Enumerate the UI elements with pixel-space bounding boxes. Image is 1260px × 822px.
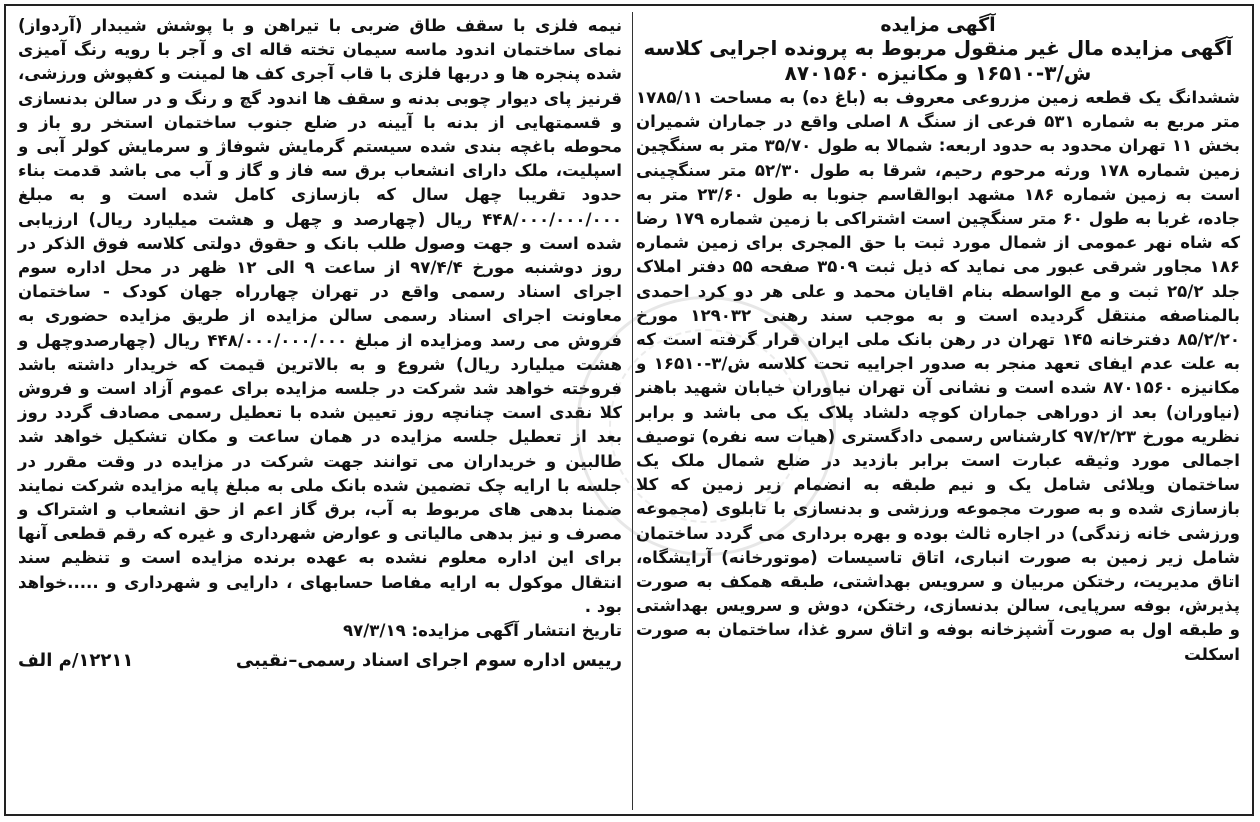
ad-body-right: ششدانگ یک قطعه زمین مزروعی معروف به (باغ ده) به مساحت ۱۷۸۵/۱۱ متر مربع به شماره ۵۳۱ فرعی از سنگ ۸ اصلی واقع در جماران شمیران بخش ۱۱ تهران محدود به حدود اربعه: شمالا به طول ۳۵/۷۰ متر به سنگچین زمین شماره ۱۷۸ ورثه مرحوم رحیم، شرقا به طول ۵۲/۳۰ متر سنگچینی است به زمین شماره ۱۸۶ مشهد ابوالقاسم جنوبا به طول ۲۳/۶۰ متر به جاده، غربا به طول ۶۰ متر سنگچین است اشتراکی با زمین شماره ۱۷۹ رضا که شاه نهر عمومی از شمال مورد ثبت با حق المجری برای زمین شماره ۱۸۶ مجاور شرقی عبور می نماید که ذیل ثبت ۳۵۰۹ صفحه ۵۵ دفتر املاک جلد ۲۵/۲ ثبت و مع الواسطه بنام اقایان محمد و علی هر دو کرد احمدی بالمناصفه منتقل گردیده است و به موجب سند رهنی ۱۲۹۰۳۲ مورخ ۸۵/۲/۲۰ دفترخانه ۱۴۵ تهران در رهن بانک ملی ایران قرار گرفته است که به علت عدم ایفای تعهد منجر به صدور اجراییه تحت کلاسه ش/۳-۱۶۵۱۰ و مکانیزه ۸۷۰۱۵۶۰ شده است و نشانی آن تهران نیاوران خیابان شهید باهنر (نیاوران) بعد از دوراهی جماران کوچه دلشاد پلاک یک می باشد و برابر نظریه مورخ ۹۷/۲/۲۳ کارشناس رسمی دادگستری (هیات سه نفره) توصیف اجمالی مورد وثیقه عبارت است برابر بازدید در ضلع شمال ملک یک ساختمان ویلائی شامل یک و نیم طبقه به انضمام زیر زمین که کلا بازسازی شده و به صورت مجموعه ورزشی و بدنسازی با تابلوی (مجموعه ورزشی خانه زندگی) در اجاره ثالث بوده و بهره برداری می گردد ساختمان شامل زیر زمین به صورت انباری، اتاق تاسیسات (موتورخانه) آرایشگاه، اتاق مدیریت، رختکن مربیان و سرویس بهداشتی، طبقه همکف به صورت پذیرش، بوفه سرپایی، سالن بدنسازی، رختکن، دوش و سرویس بهداشتی و طبقه اول به صورت آشپزخانه بوفه و اتاق سرو غذا، ساختمان به صورت اسکلت xyxy=(636,88,1241,664)
publish-date: تاریخ انتشار آگهی مزایده: ۹۷/۳/۱۹ xyxy=(342,621,622,641)
column-divider xyxy=(632,12,633,810)
newspaper-clipping xyxy=(4,4,1254,816)
ad-column-left xyxy=(18,14,622,673)
signature: رییس اداره سوم اجرای اسناد رسمی–نقیبی xyxy=(235,650,622,672)
ad-body-left: نیمه فلزی با سقف طاق ضربی با تیراهن و با پوشش شیبدار (آردواز) نمای ساختمان اندود ماسه سیمان تخته قاله ای و آجر با رویه رنگ آمیزی شده پنجره ها و دربها فلزی با قاب آجری کف ها لمینت و کفپوش ورزشی، قرنیز پای دیوار چوبی بدنه و سقف ها اندود گچ و رنگ و در سالن بدنسازی و قسمتهایی از بدنه با آیینه در ضلع جنوب ساختمان استخر رو باز و محوطه باغچه بندی شده سیستم گرمایش شوفاژ و سرمایش کولر آبی و اسپلیت، ملک دارای انشعاب برق سه فاز و گاز و آب می باشد قدمت بناء حدود تقریبا چهل سال که بازسازی کامل شده است و به مبلغ ۴۴۸/۰۰۰/۰۰۰/۰۰۰ ریال (چهارصد و چهل و هشت میلیارد ریال) ارزیابی شده است و جهت وصول طلب بانک و حقوق دولتی کلاسه فوق الذکر در روز دوشنبه مورخ ۹۷/۴/۴ از ساعت ۹ الی ۱۲ ظهر در محل اداره سوم اجرای اسناد رسمی واقع در تهران چهارراه جهان کودک - ساختمان معاونت اجرای اسناد رسمی سالن مزایده از طریق مزایده حضوری به فروش می رسد ومزایده از مبلغ ۴۴۸/۰۰۰/۰۰۰/۰۰۰ ریال (چهارصدوچهل و هشت میلیارد ریال) شروع و به بالاترین قیمت که خریدار داشته باشد فروخته خواهد شد شرکت در جلسه مزایده برای عموم آزاد است و فروش کلا نقدی است چنانچه روز تعیین شده با تعطیل رسمی مصادف گردد روز بعد از تعطیل جلسه مزایده در همان ساعت و مکان تشکیل خواهد شد طالبین و خریداران می توانند جهت شرکت در مزایده در وقت مقرر در جلسه با ارایه چک تضمین شده بانک ملی به مبلغ پایه مزایده شرکت نمایند ضمنا بدهی های مربوط به آب، برق گاز اعم از حق انشعاب و اشتراک و مصرف و نیز بدهی مالیاتی و عوارض شهرداری و غیره که رقم قطعی آنها برای این اداره معلوم نشده به عهده برنده مزایده است و تنظیم سند انتقال موکول به ارایه مفاصا حسابهای ، دارایی و شهرداری و .....خواهد بود . xyxy=(18,16,623,616)
signature-row xyxy=(18,649,622,673)
ad-column-right xyxy=(636,14,1240,667)
ad-title: آگهی مزایده xyxy=(880,14,996,36)
ad-headline: آگهی مزایده مال غیر منقول مربوط به پرونده اجرایی کلاسه ش/۳-۱۶۵۱۰ و مکانیزه ۸۷۰۱۵۶۰ xyxy=(643,36,1233,85)
reference-number: ۱۲۲۱۱/م الف xyxy=(18,650,134,672)
